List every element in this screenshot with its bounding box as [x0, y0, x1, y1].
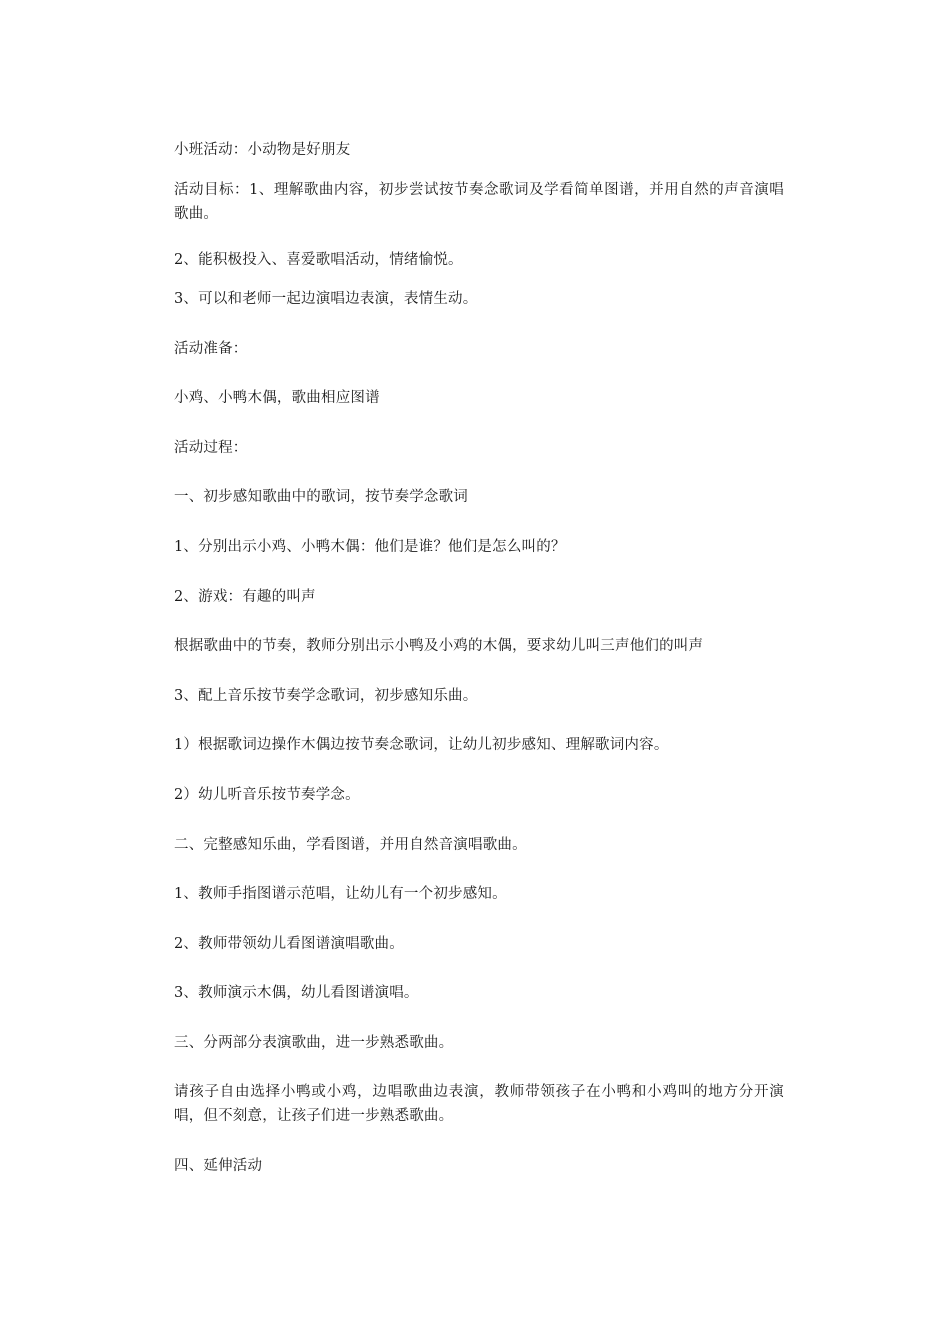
step-3-heading: 三、分两部分表演歌曲，进一步熟悉歌曲。 — [174, 1035, 454, 1051]
activity-goal-3: 3、可以和老师一起边演唱边表演，表情生动。 — [174, 291, 478, 307]
step-1-item-3a: 1）根据歌词边操作木偶边按节奏念歌词，让幼儿初步感知、理解歌词内容。 — [174, 737, 669, 753]
step-1-item-2-desc: 根据歌曲中的节奏，教师分别出示小鸭及小鸡的木偶，要求幼儿叫三声他们的叫声 — [174, 638, 704, 654]
activity-goal-2: 2、能积极投入、喜爱歌唱活动，情绪愉悦。 — [174, 252, 463, 268]
preparation-items: 小鸡、小鸭木偶，歌曲相应图谱 — [174, 390, 380, 406]
activity-goal-1: 活动目标：1、理解歌曲内容，初步尝试按节奏念歌词及学看简单图谱，并用自然的声音演唱歌曲。 — [174, 182, 784, 222]
process-heading: 活动过程： — [174, 440, 248, 456]
step-4-heading: 四、延伸活动 — [174, 1158, 263, 1174]
step-1-item-3: 3、配上音乐按节奏学念歌词，初步感知乐曲。 — [174, 688, 478, 704]
step-1-item-3b: 2）幼儿听音乐按节奏学念。 — [174, 787, 360, 803]
step-3-desc: 请孩子自由选择小鸭或小鸡，边唱歌曲边表演，教师带领孩子在小鸭和小鸡叫的地方分开演唱，但不刻意，让孩子们进一步熟悉歌曲。 — [174, 1084, 784, 1124]
document-title: 小班活动：小动物是好朋友 — [174, 142, 351, 158]
step-1-item-1: 1、分别出示小鸡、小鸭木偶：他们是谁？他们是怎么叫的？ — [174, 539, 566, 555]
step-2-item-3: 3、教师演示木偶，幼儿看图谱演唱。 — [174, 985, 419, 1001]
step-1-heading: 一、初步感知歌曲中的歌词，按节奏学念歌词 — [174, 489, 468, 505]
preparation-heading: 活动准备： — [174, 341, 248, 357]
step-2-item-2: 2、教师带领幼儿看图谱演唱歌曲。 — [174, 936, 404, 952]
step-2-heading: 二、完整感知乐曲，学看图谱，并用自然音演唱歌曲。 — [174, 837, 527, 853]
step-1-item-2: 2、游戏：有趣的叫声 — [174, 589, 316, 605]
step-2-item-1: 1、教师手指图谱示范唱，让幼儿有一个初步感知。 — [174, 886, 507, 902]
